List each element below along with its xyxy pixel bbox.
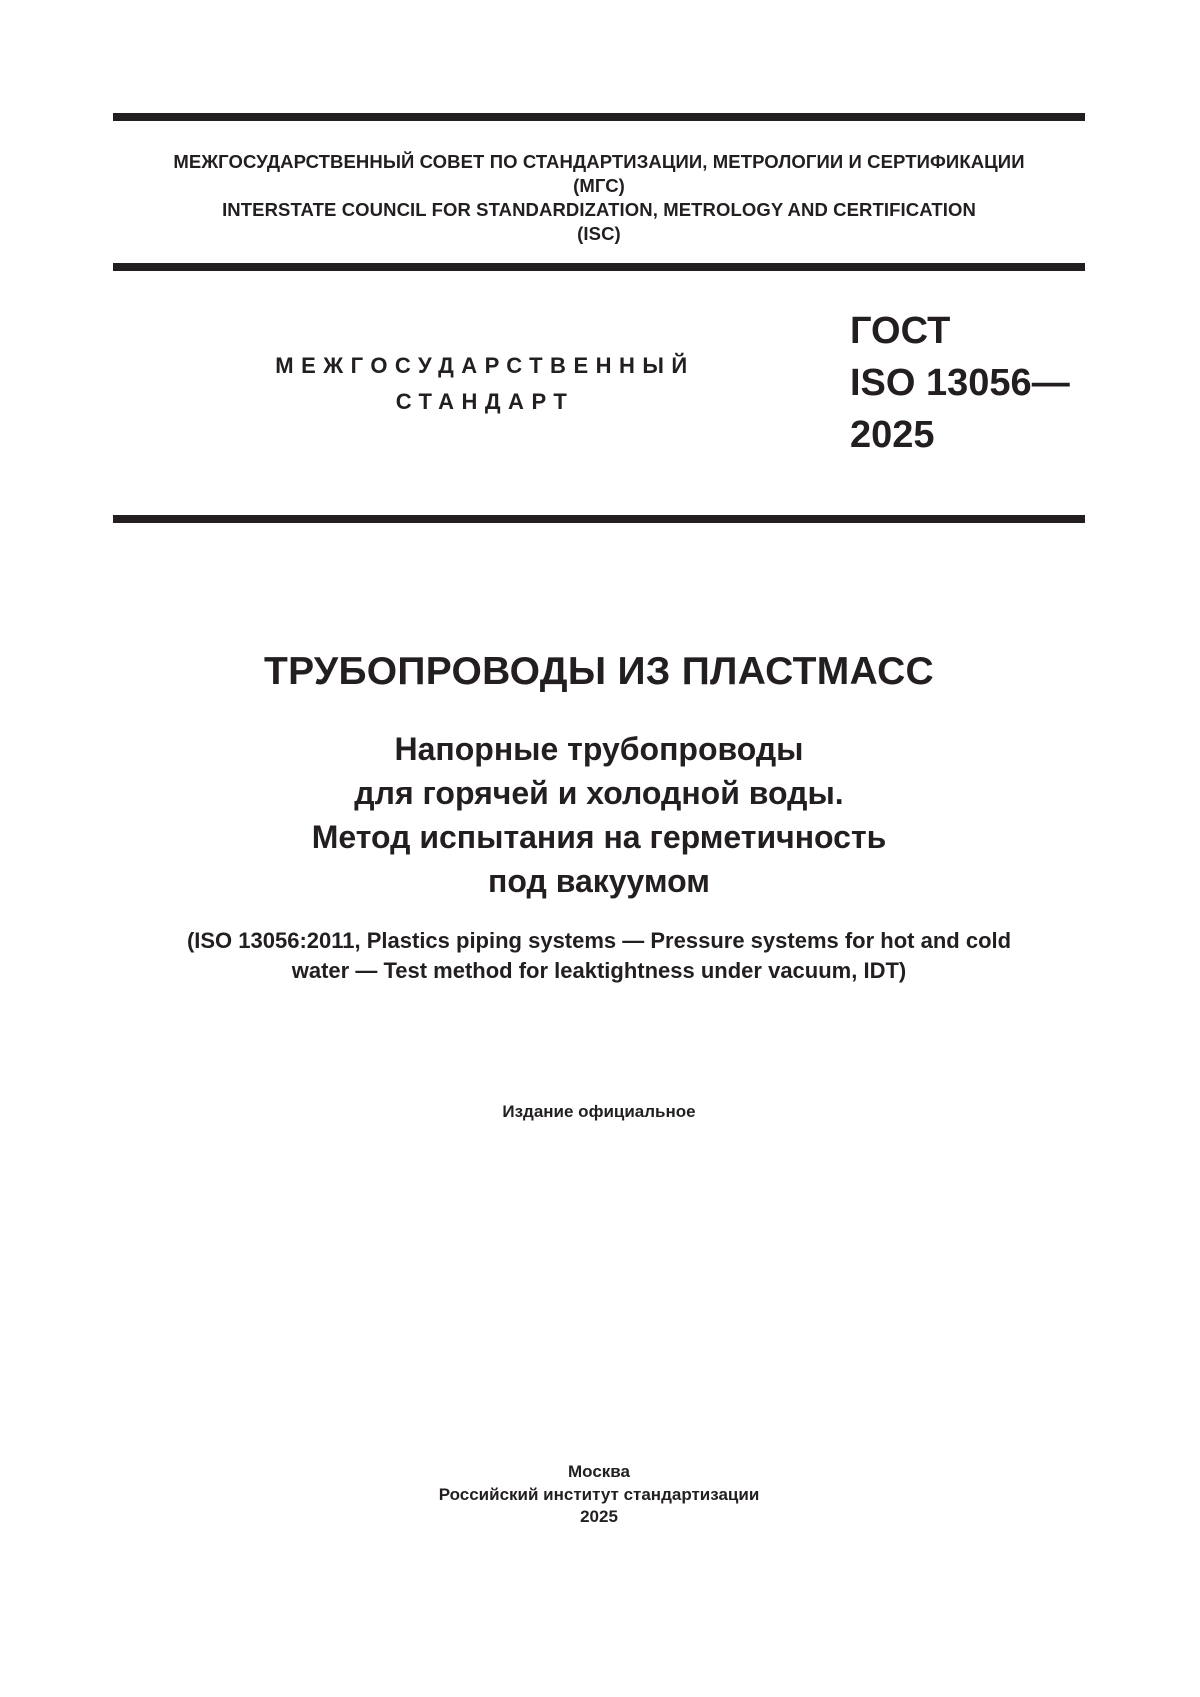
council-block <box>113 150 1085 246</box>
standard-type-line-1: МЕЖГОСУДАРСТВЕННЫЙ <box>275 353 695 378</box>
document-title: ТРУБОПРОВОДЫ ИЗ ПЛАСТМАСС <box>263 650 935 693</box>
subtitle-line-1: Напорные трубопроводы <box>394 731 804 767</box>
subtitle-line-4: под вакуумом <box>488 863 710 899</box>
header-divider-rule <box>113 263 1085 271</box>
imprint-year: 2025 <box>580 1507 618 1526</box>
council-name-en: INTERSTATE COUNCIL FOR STANDARDIZATION, METROLOGY AND CERTIFICATION <box>222 199 976 220</box>
iso-reference-line-2: water — Test method for leaktightness under vacuum, IDT) <box>291 958 907 983</box>
iso-reference-line-1: (ISO 13056:2011, Plastics piping systems — Pressure systems for hot and cold <box>186 928 1012 953</box>
council-name-ru: МЕЖГОСУДАРСТВЕННЫЙ СОВЕТ ПО СТАНДАРТИЗАЦИИ, МЕТРОЛОГИИ И СЕРТИФИКАЦИИ <box>173 151 1025 172</box>
imprint-city: Москва <box>568 1462 630 1481</box>
subtitle-line-3: Метод испытания на герметичность <box>311 819 887 855</box>
imprint-publisher: Российский институт стандартизации <box>438 1484 760 1504</box>
designation-year: 2025 <box>850 414 935 456</box>
designation-divider-rule <box>113 515 1085 523</box>
iso-reference <box>113 926 1085 986</box>
standard-type-line-2: СТАНДАРТ <box>395 389 575 414</box>
council-abbr-en: (ISC) <box>577 223 621 244</box>
council-abbr-ru: (МГС) <box>573 175 625 196</box>
official-edition-label: Издание официальное <box>502 1102 696 1121</box>
document-subtitle <box>113 727 1085 903</box>
designation-iso-number: ISO 13056— <box>850 362 1070 404</box>
standard-designation <box>850 305 1070 461</box>
top-rule <box>113 113 1085 121</box>
standard-type-label <box>250 348 720 420</box>
imprint-block <box>113 1461 1085 1529</box>
designation-gost: ГОСТ <box>850 310 951 352</box>
subtitle-line-2: для горячей и холодной воды. <box>354 775 844 811</box>
